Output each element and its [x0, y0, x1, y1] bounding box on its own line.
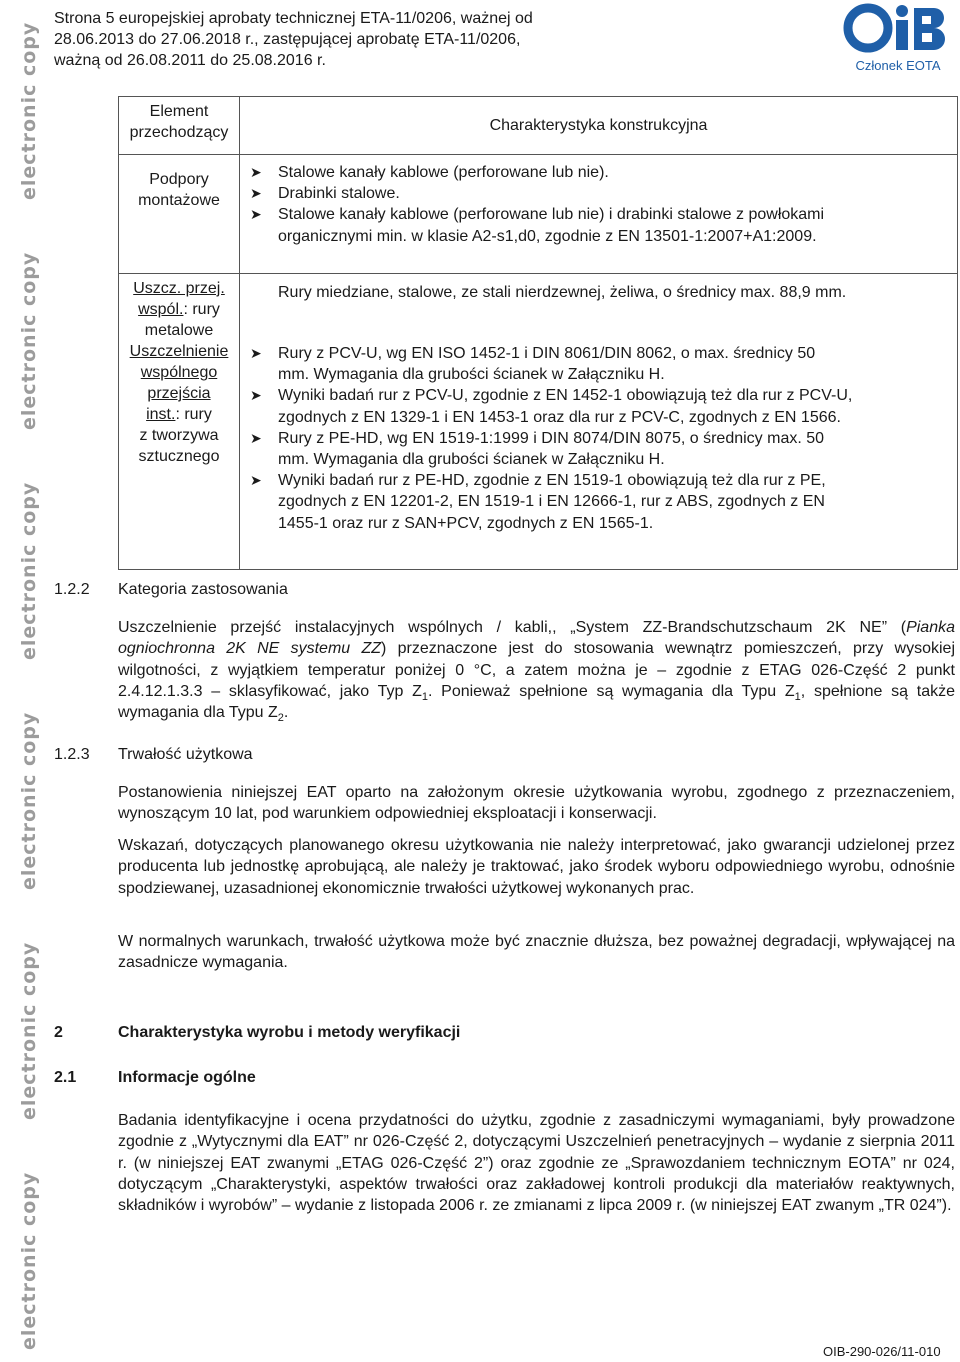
label-line: Podpory [149, 171, 209, 188]
list-item: ➤ Rury z PCV-U, wg EN ISO 1452-1 i DIN 8061/DIN 8062, o max. średnicy 50 [240, 343, 957, 364]
paragraph: Uszczelnienie przejść instalacyjnych wspólnych / kabli,, „System ZZ-Brandschutzschaum 2K NE” (Pianka ogniochronna 2K NE systemu ZZ) przeznaczone jest do stosowania wewnątrz pomieszczeń, przy wysokiej wilgotności, z wyjątkiem temperatur poniżej 0 °C, a zatem można je – zgodnie z ETAG 026-Część 2 punkt 2.4.12.1.3.3 – sklasyfikować, jako Typ $Z_1$. Ponieważ spełnione są wymagania dla Typu $Z_1$, spełnione są także wymagania dla Typu $Z_2$. [118, 619, 956, 725]
list-item: ➤ Drabinki stalowe. [240, 183, 957, 204]
arrow-bullet-icon: ➤ [250, 429, 262, 446]
list-item-cont: organicznymi min. w klasie A2-s1,d0, zgodnie z EN 13501-1:2007+A1:2009. [278, 227, 817, 245]
arrow-bullet-icon: ➤ [250, 387, 262, 404]
label-line: sztucznego [138, 448, 220, 465]
watermark-text: electronic copy [18, 481, 40, 660]
section-number: 2.1 [54, 1069, 77, 1086]
table-row [119, 155, 958, 274]
arrow-bullet-icon: ➤ [250, 345, 262, 361]
label-line: z tworzywa [139, 427, 219, 444]
table-row [119, 341, 958, 570]
list-item: ➤ Wyniki badań rur z PE-HD, zgodnie z EN 1519-1 obowiązują też dla rur z PE, [240, 470, 957, 491]
section-number: 1.2.3 [54, 746, 90, 763]
list-item-cont: zgodnych z EN 12201-2, EN 1519-1 i EN 12666-1, rur z ABS, zgodnych z EN [278, 493, 825, 511]
list-item-cont: mm. Wymagania dla grubości ścianek w Załączniku H. [278, 451, 665, 469]
label-line: wspólnego [140, 364, 218, 381]
label-line: Uszcz. przej. [133, 280, 225, 297]
watermark-text: electronic copy [18, 941, 40, 1120]
section-title: Kategoria zastosowania [118, 581, 288, 598]
list-item-cont: mm. Wymagania dla grubości ścianek w Załączniku H. [278, 366, 665, 384]
list-item-cont: zgodnych z EN 1329-1 i EN 1453-1 oraz dla rur z PCV-C, zgodnych z EN 1566. [278, 408, 841, 426]
header-line: Strona 5 europejskiej aprobaty technicznej ETA-11/0206, ważnej od [54, 10, 533, 27]
list-item-cont: 1455-1 oraz rur z SAN+PCV, zgodnych z EN 1565-1. [278, 514, 654, 532]
label-line: Uszczelnienie [129, 343, 229, 360]
row-text: Rury miedziane, stalowe, ze stali nierdzewnej, żeliwa, o średnicy max. 88,9 mm. [278, 284, 847, 301]
construction-table [118, 96, 958, 570]
label-line: metalowe [144, 322, 214, 339]
label-link: inst. [146, 406, 176, 423]
header-line: 28.06.2013 do 27.06.2018 r., zastępującej aprobatę ETA-11/0206, [54, 31, 521, 48]
oib-logo [842, 2, 954, 80]
row-label [119, 274, 240, 342]
watermark-text: electronic copy [18, 711, 40, 890]
paragraph: Badania identyfikacyjne i ocena przydatności do użytku, zgodnie z zasadniczymi wymaganiami, były prowadzone zgodnie z „Wytycznymi dla EAT” nr 026-Część 2, dotyczącymi Uszczelnień penetracyjnych – wydanie z sierpnia 2011 r. (w niniejszej EAT zwanymi „ETAG 026-Część 2”) oraz zgodnie ze „Sprawozdaniem technicznym EOTA” nr 024, dotyczącym „Charakterystyki, aspektów trwałości oraz zakładowej kontroli produkcji dla materiałów reaktywnych, składników i wyrobów” – wydanie z listopada 2006 r. ze zmianami z lipca 2009 r. (w niniejszej EAT zwanym „TR 024”). [118, 1112, 955, 1215]
row-label [119, 341, 240, 570]
arrow-bullet-icon: ➤ [250, 185, 262, 202]
watermark-text: electronic copy [18, 1171, 40, 1350]
watermark-strip [0, 0, 40, 1362]
label-line: : rury [183, 301, 220, 318]
list-item: ➤ Rury z PE-HD, wg EN 1519-1:1999 i DIN 8074/DIN 8075, o średnicy max. 50 [240, 428, 957, 449]
label-line: : rury [175, 406, 212, 423]
arrow-bullet-icon: ➤ [250, 472, 262, 489]
table-header-left [119, 97, 240, 155]
label-line: montażowe [138, 192, 220, 209]
row-label [119, 155, 240, 274]
arrow-bullet-icon: ➤ [250, 164, 262, 180]
paragraph: W normalnych warunkach, trwałość użytkowa może być znacznie dłuższa, bez poważnej degradacji, wpływającej na zasadnicze wymagania. [118, 933, 955, 972]
section-number: 1.2.2 [54, 581, 90, 598]
section-title: Informacje ogólne [118, 1069, 256, 1086]
watermark-text: electronic copy [18, 21, 40, 200]
watermark-text: electronic copy [18, 251, 40, 430]
oib-logo-mark [842, 2, 954, 56]
row-content [240, 155, 958, 274]
paragraph: Postanowienia niniejszej EAT oparto na założonym okresie użytkowania wyrobu, zgodnego z przeznaczeniem, wynoszącym 10 lat, pod warunkiem odpowiedniej eksploatacji i konserwacji. [118, 784, 955, 823]
paragraph: Wskazań, dotyczących planowanego okresu użytkowania nie należy interpretować, jako gwarancji udzielonej przez producenta lub jednostkę aprobującą, ale należy je traktować, jako środek wyboru odpowiedniego wyrobu, odnośnie spodziewanej, uzasadnionej ekonomicznie trwałości użytkowej wykonanych prac. [118, 837, 955, 897]
row-content [240, 274, 958, 342]
header-line: ważną od 26.08.2011 do 25.08.2016 r. [54, 52, 326, 69]
label-line: przejścia [147, 385, 211, 402]
section-number: 2 [54, 1024, 63, 1041]
list-item: ➤ Wyniki badań rur z PCV-U, zgodnie z EN 1452-1 obowiązują też dla rur z PCV-U, [240, 385, 957, 406]
document-reference: OIB-290-026/11-010 [823, 1344, 941, 1359]
label-link: wspól. [138, 301, 184, 318]
list-item: ➤ Stalowe kanały kablowe (perforowane lub nie). [240, 162, 957, 183]
arrow-bullet-icon: ➤ [250, 206, 262, 223]
table-header-right: Charakterystyka konstrukcyjna [240, 97, 958, 155]
header-cell-text: przechodzący [129, 124, 229, 141]
header-cell-text: Element [149, 103, 209, 120]
page-header [54, 8, 614, 71]
table-header-row [119, 97, 958, 155]
list-item: ➤ Stalowe kanały kablowe (perforowane lub nie) i drabinki stalowe z powłokami [240, 204, 957, 225]
section-title: Trwałość użytkowa [118, 746, 253, 763]
logo-caption: Członek EOTA [855, 58, 941, 73]
table-row [119, 274, 958, 342]
row-content [240, 341, 958, 570]
section-title: Charakterystyka wyrobu i metody weryfikacji [118, 1024, 461, 1041]
